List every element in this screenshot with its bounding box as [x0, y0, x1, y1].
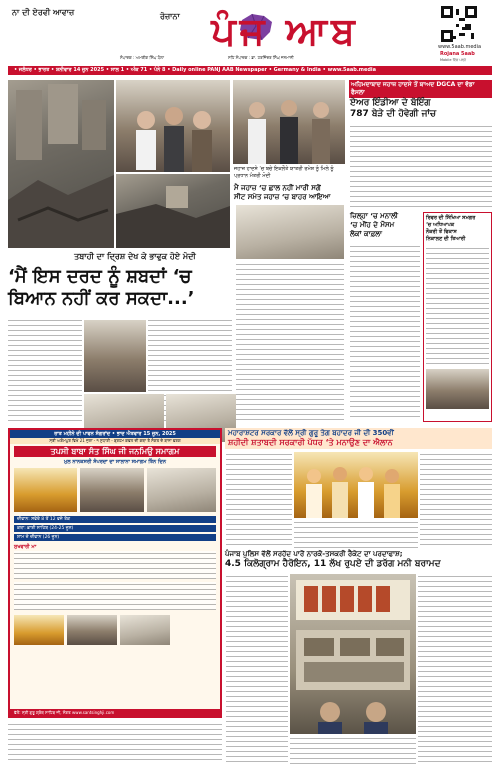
ad-photo-5: [67, 615, 117, 645]
right-box-photo: [426, 369, 489, 409]
ad-photo-1: [14, 468, 77, 512]
middle-photo-hospital: [236, 205, 344, 259]
dateline-right: • Germany & India • www.5aab.media: [268, 67, 377, 73]
ad-top-line: ਰਾਤ ਮਹੀਨੇ ਦੀ ਪਾਵਨ ਸੰਗਰਾਂਦ • ਭਾਦ ਐਤਵਾਰ 15 ਜੂਨ, 2025: [10, 430, 220, 438]
blue-story-body-1: [226, 452, 292, 548]
bottom-left-body: [8, 722, 222, 764]
masthead-site[interactable]: www.5aab.media: [438, 44, 482, 50]
punjab-story-body-3: [418, 574, 492, 764]
middle-headline-line1: ਮੈਂ ਜਹਾਜ਼ ‘ਚ ਛਾਲ ਨਹੀਂ ਮਾਰੀ ਸਗੋਂ: [234, 184, 321, 192]
middle-body: [236, 262, 344, 422]
blue-story-headline-line2: ਸ਼ਹੀਦੀ ਸ਼ਤਾਬਦੀ ਸਰਕਾਰੀ ਪੱਧਰ ‘ਤੇ ਮਨਾਉਣ ਦਾ ਐਲਾਨ: [228, 438, 393, 447]
masthead: [0, 0, 500, 70]
blue-story-headline-line1: ਮਹਾਰਾਸ਼ਟਰ ਸਰਕਾਰ ਵੱਲੋਂ ਸ੍ਰੀ ਗੁਰੂ ਤੇਗ ਬਹਾਦਰ ਜੀ ਦੀ 350ਵੀਂ: [228, 429, 394, 437]
ad-footer: [10, 709, 220, 716]
ad-schedule-label: ਸੁਖਵਾਰੀ ਮਾ: [14, 544, 37, 550]
ad-footer-text: ਵੱਲੋਂ: ਸ੍ਰੀ ਗੁਰੂ ਗ੍ਰੰਥ ਸਾਹਿਬ ਜੀ, ਸੰਗਤ: [14, 710, 71, 715]
lead-photo-debris: [116, 174, 230, 248]
lead-headline-line1: ‘ਮੈਂ ਇਸ ਦਰਦ ਨੂੰ ਸ਼ਬਦਾਂ ‘ਚ: [8, 266, 192, 287]
masthead-daily: ਰੋਜ਼ਾਨਾ: [160, 12, 180, 21]
ad-sub-line: ਸ੍ਰੀ ਅਗੰਮਪੁਰ ਵਿਖੇ 21 ਜੁਲਾ - ੧ ਸੁਧਾਰੀ - ਬ੍ਰਹਮ ਕਵਲ ਦੀ ਕਥਾ ਤੇ ਸੰਗਤ ਦੇ ਬਾਨਾ ਵਰਗ: [10, 438, 220, 444]
blue-story-photo: [294, 452, 418, 518]
punjab-story-body-1: [226, 574, 288, 764]
blue-story-body-3: [420, 452, 492, 548]
right-box-line4: ਨਿਕਾਲਣ ਦੀ ਤਿਆਰੀ: [426, 236, 466, 242]
right-story2-line3: ਲੋਕਾਂ ਕਾਫ਼ਲਾ: [350, 230, 383, 238]
ad-footer-site[interactable]: www.santsinghji.com: [72, 710, 115, 715]
right-box: [423, 212, 492, 422]
right-headline-line1: ਏਅਰ ਇੰਡੀਆ ਦੇ ਬੋਇੰਗ: [350, 98, 431, 108]
punjab-story-headline-line2: 4.5 ਕਿਲੋਗ੍ਰਾਮ ਹੈਰੋਇਨ, 11 ਲੱਖ ਰੁਪਏ ਦੀ ਡਰੱਗ ਮਨੀ ਬਰਾਮਦ: [225, 559, 441, 569]
lead-photo-inset: [84, 320, 146, 392]
masthead-coeditor: ਸਹਿ ਸੰਪਾਦਕ : ਡਾ. ਹਰਜਿੰਦਰ ਸਿੰਘ ਜਨਮਾਨੀ: [228, 55, 294, 60]
middle-headline-line2: ਸੀਟ ਸਮੇਤ ਜਹਾਜ਼ ‘ਚ ਬਾਹਰ ਆਇਆ: [234, 193, 331, 201]
right-box-line1: ਰਿਵਰ ਦੀ ਸਿੱਖਿਆ ਸਮਗਰ: [426, 215, 476, 221]
punjab-story-headline-line1: ਪੰਜਾਬ ਪੁਲਿਸ ਵੱਲੋਂ ਸਰਹੱਦ ਪਾਰੋਂ ਨਾਰਕੋ-ਤਸਕਰੀ ਰੈਕੇਟ ਦਾ ਪਰਦਾਫਾਸ਼;: [225, 550, 403, 558]
lead-headline-line2: ਬਿਆਨ ਨਹੀਂ ਕਰ ਸਕਦਾ...’: [8, 288, 195, 309]
right-kicker: ਅਹਿਮਦਾਬਾਦ ਜਹਾਜ਼ ਹਾਦਸੇ ਤੋਂ ਬਾਅਦ DGCA ਦਾ ਵੱਡਾ ਫੈਸਲਾ: [349, 80, 492, 98]
middle-headline: [234, 184, 346, 202]
masthead-logo: ਪੰਜ ਆਬ: [211, 9, 359, 53]
qr-code[interactable]: [441, 6, 477, 42]
ad-sub-title: ਮੁਲ ਨਾਨਕਸਰੀ ਸੰਪਰਦਾ ਦਾ ਸਾਲਾਨਾ ਸਮਾਗਮ ਤਿੰਨ ਦਿਨ: [64, 459, 166, 465]
ad-photo-6: [120, 615, 170, 645]
ad-block: [8, 428, 222, 718]
ad-schedule-1: [14, 551, 216, 579]
ad-schedule-2: [14, 582, 216, 610]
blue-story-body-2: [294, 520, 418, 548]
right-body: [350, 124, 492, 208]
lead-kicker: ਤਬਾਹੀ ਦਾ ਦ੍ਰਿਸ਼ ਦੇਖ ਕੇ ਭਾਵੁਕ ਹੋਏ ਮੋਦੀ: [74, 252, 196, 261]
qr-caption: Mobile ਵਿੱਚ ਪੜ੍ਹੋ: [440, 58, 467, 62]
masthead-tagline: ਨਾ ਦੀ ਏਰਵੀ ਆਵਾਜ਼: [12, 8, 75, 17]
punjab-story-photo: [290, 574, 416, 734]
lead-photo-ruins: [8, 80, 114, 248]
qr-brand: Rojana 5aab: [440, 51, 475, 57]
lead-photo-modi: [116, 80, 230, 172]
right-story2-headline: [350, 212, 420, 239]
right-box-line2: ‘ਚ ਅਧਿਆਪਕ: [426, 222, 455, 228]
ad-photo-4: [14, 615, 64, 645]
lead-headline: [8, 266, 238, 310]
right-box-body: [426, 246, 489, 366]
right-box-line3: ਨੌਕਰੀ ਤੋਂ ਵਿਕਾਸ: [426, 229, 457, 235]
right-headline-line2: 787 ਬੇੜੇ ਦੀ ਹੋਵੇਗੀ ਜਾਂਚ: [350, 109, 437, 119]
ad-photo-3: [147, 468, 216, 512]
right-story2-line1: ਜ਼ਿਲ੍ਹਾ ‘ਚ ਮਨਾਲੀ: [350, 212, 398, 220]
ad-row3: ਸ਼ਾਮ ਦੇ ਦੀਵਾਨ (26 ਜੂਨ): [14, 534, 216, 541]
punjab-story-body-2: [290, 736, 416, 764]
middle-photo-top: [233, 80, 345, 164]
ad-photo-2: [80, 468, 143, 512]
dateline-center: Daily online PANJ AAB Newspaper: [172, 67, 267, 73]
masthead-editor: ਸੰਪਾਦਕ : ਅਮਰੀਕ ਸਿੰਘ ਧੋਲਾ: [120, 55, 164, 60]
right-story2-line2: ‘ਚ ਮੀਂਹ ਦੇ ਮੌਸਮ: [350, 221, 395, 229]
lead-body-col1: [8, 318, 82, 422]
punjab-story-headline: [225, 550, 492, 570]
middle-caption: ਜਹਾਜ਼ ਹਾਦਸੇ ‘ਚ ਬਚੇ ਇਕਲੌਤੇ ਯਾਤਰੀ ਰਮੇਸ਼ ਨੂੰ ਮਿਲੇ ਨੂੰ ਪ੍ਰਧਾਨ ਮੰਤਰੀ ਮੋਦੀ: [234, 166, 334, 179]
blue-story-headline: [225, 428, 492, 449]
right-headline: [350, 98, 493, 120]
dateline-bar: [8, 66, 492, 75]
ad-row1: ਦੀਵਾਨ: ਸਵੇਰੇ 8 ਤੋਂ 12 ਵਜੇ ਤੱਕ: [14, 516, 216, 523]
ad-row2: ਕਥਾ: ਭਾਈ ਸਾਹਿਬ (24-25 ਜੂਨ): [14, 525, 216, 532]
ad-main-title: ਤਪਸੀ ਬਾਬਾ ਸੰਤ ਸਿੰਘ ਜੀ ਜਨਮਿਉ ਸਮਾਗਮ: [14, 446, 216, 457]
right-story2-body: [350, 244, 420, 420]
dateline-left: • ਜਲੰਧਰ • ਭਾਰਤ • ਸ਼ਨੀਵਾਰ 14 ਜੂਨ 2025 • ਸਾਲ 1 • ਅੰਕ 71 • ਪੰਨੇ 8 •: [14, 67, 171, 73]
